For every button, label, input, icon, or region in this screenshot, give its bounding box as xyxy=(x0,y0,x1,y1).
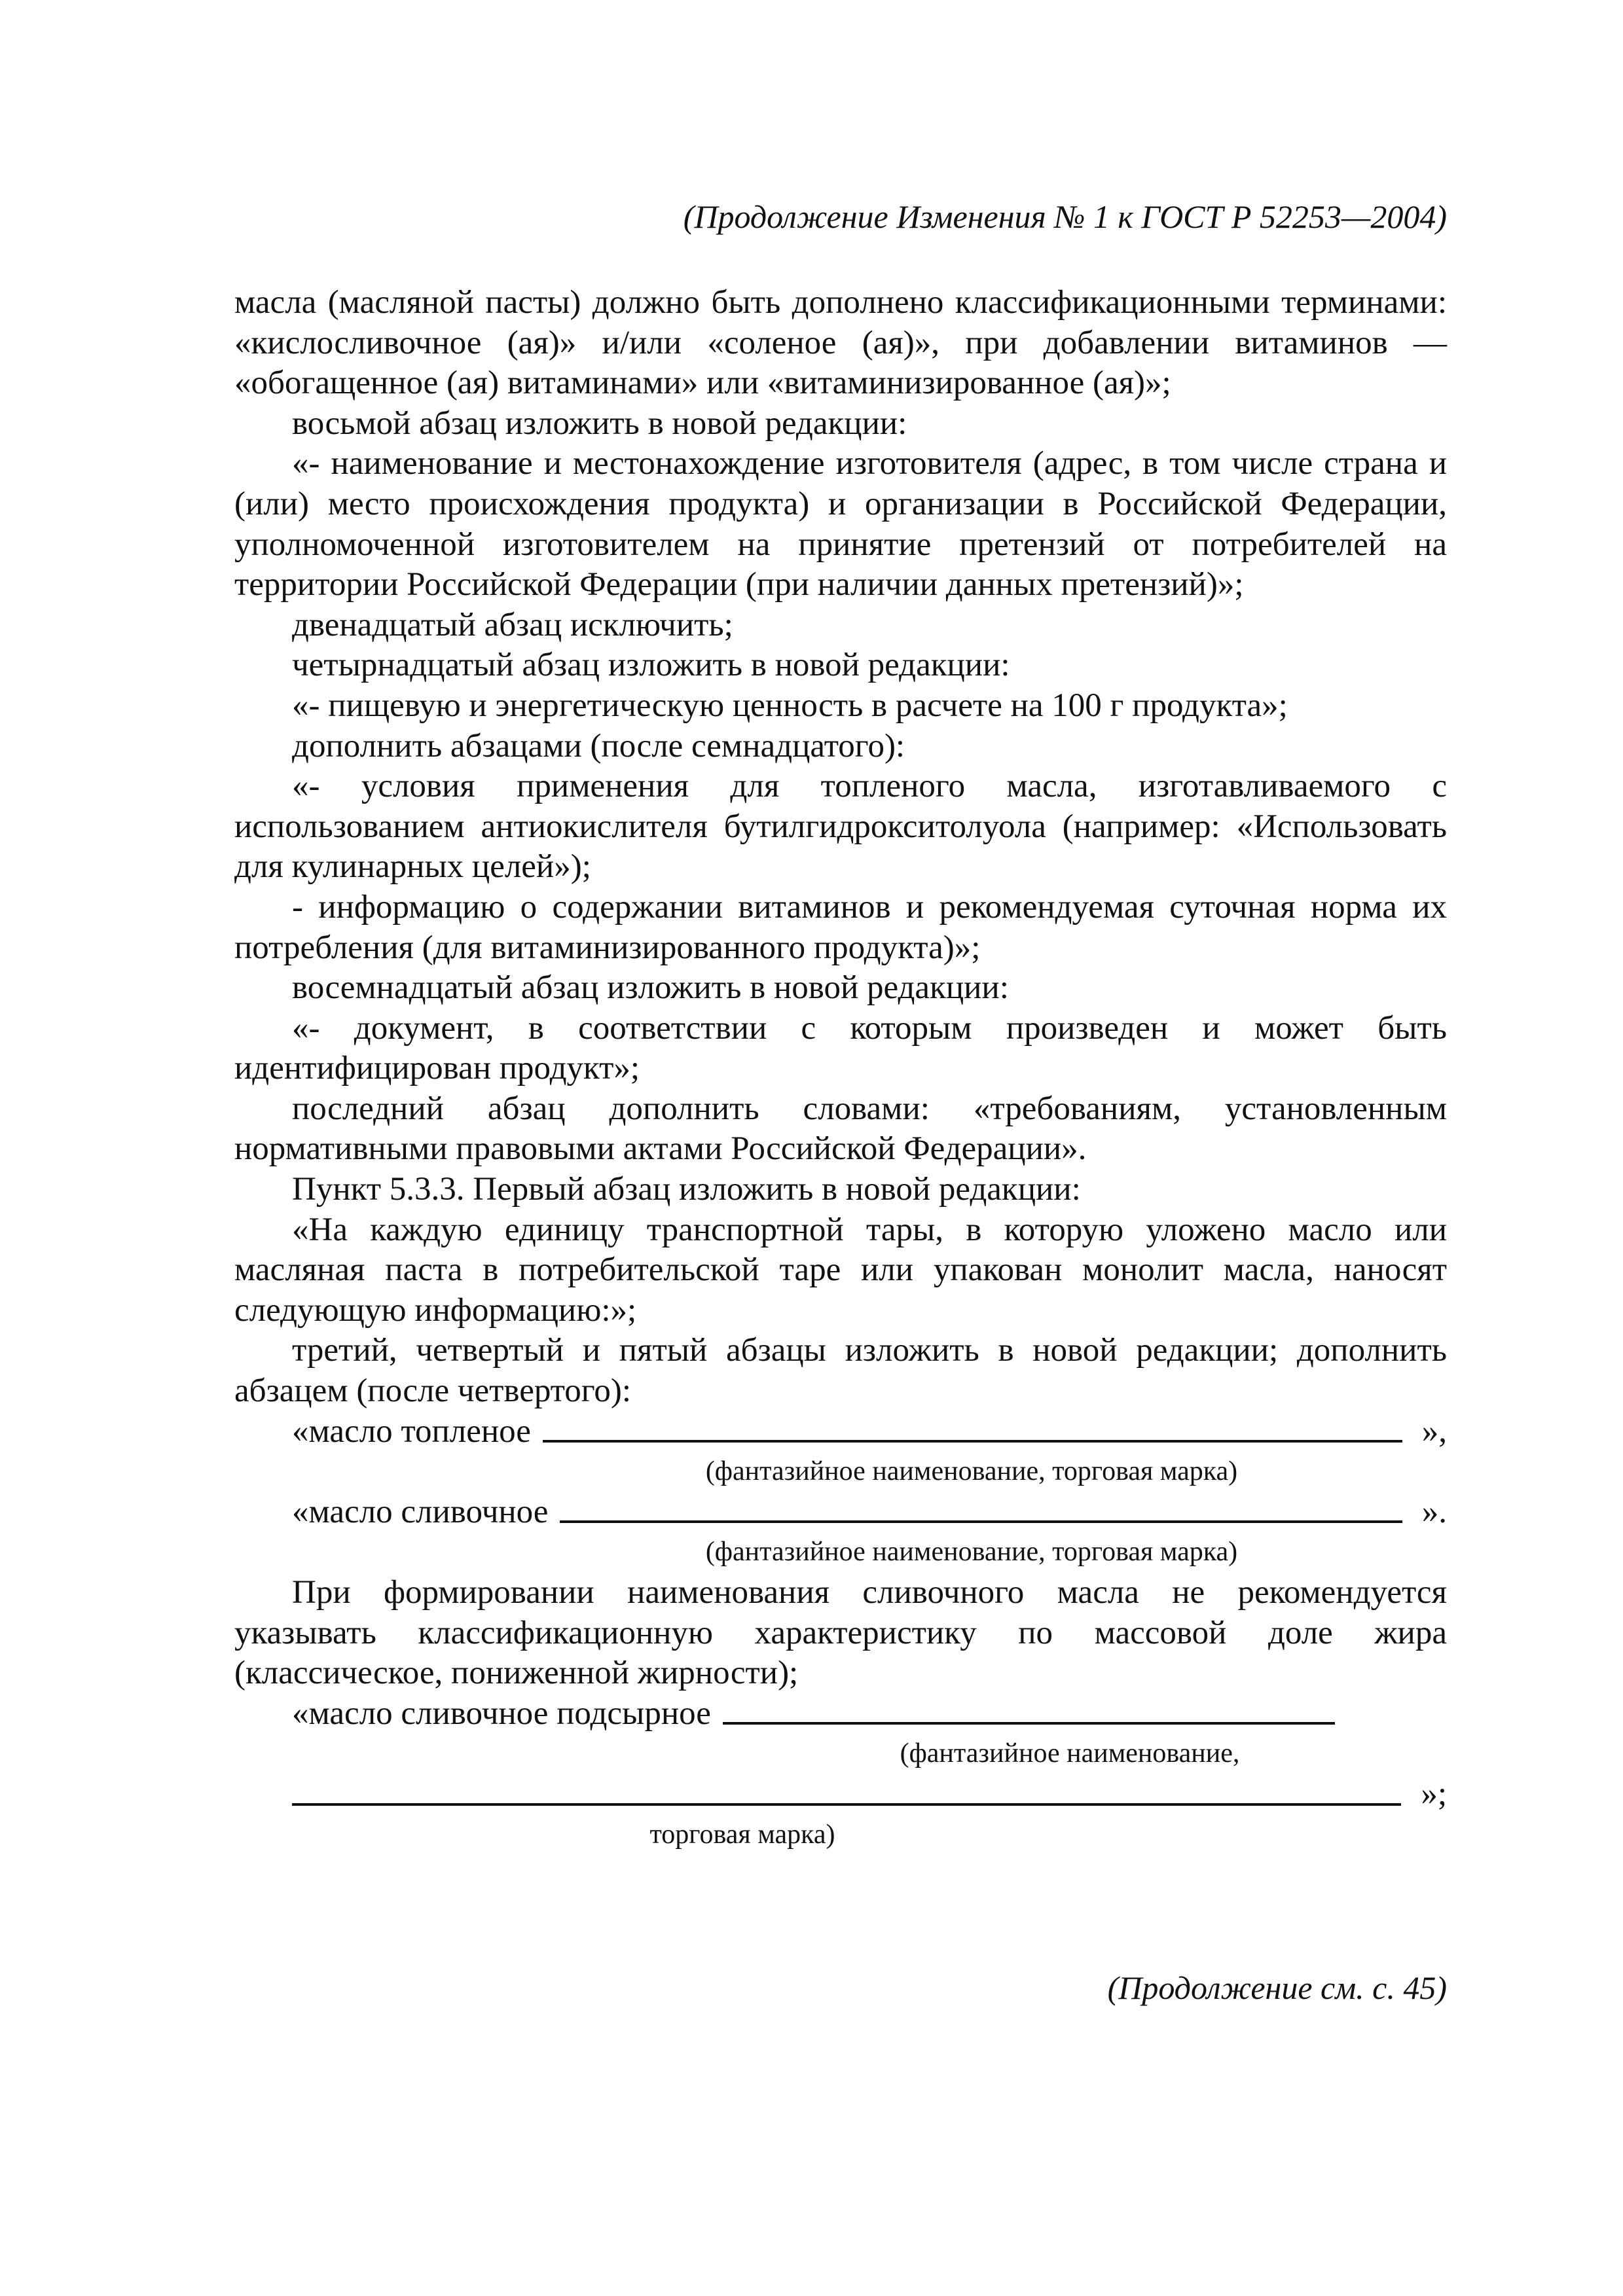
paragraph: масла (масляной пасты) должно быть дополнено классификационными терминами: «кислосливочное (ая)» и/или «соленое (ая)», при добавлении витаминов — «обогащенное (ая) витаминами» или «витаминизированное (ая)»; xyxy=(234,284,1447,402)
paragraph: двенадцатый абзац исключить; xyxy=(292,606,733,643)
fill-caption: торговая марка) xyxy=(649,1819,835,1850)
paragraph: четырнадцатый абзац изложить в новой редакции: xyxy=(292,647,1010,684)
paragraph: дополнить абзацами (после семнадцатого): xyxy=(292,727,905,764)
paragraph: восьмой абзац изложить в новой редакции: xyxy=(292,404,907,442)
document-body xyxy=(234,283,1447,1855)
paragraph: «- наименование и местонахождение изготовителя (адрес, в том числе страна и (или) место происхождения продукта) и организации в Российской Федерации, уполномоченной изготовителем на принятие претензий от потребителей на территории Российской Федерации (при наличии данных претензий)»; xyxy=(234,445,1447,603)
fill-caption: (фантазийное наименование, торговая марка) xyxy=(705,1456,1238,1487)
paragraph: «- условия применения для топленого масла, изготавливаемого с использованием антиокислителя бутилгидрокситолуола (например: «Использовать для кулинарных целей»); xyxy=(234,768,1447,886)
paragraph: Пункт 5.3.3. Первый абзац изложить в новой редакции: xyxy=(292,1171,1081,1208)
fill-end: »; xyxy=(1421,1775,1447,1812)
fill-caption: (фантазийное наименование, торговая марка) xyxy=(705,1537,1238,1568)
blank-line xyxy=(560,1520,1402,1523)
blank-line xyxy=(723,1722,1335,1725)
fill-label: «масло сливочное подсырное xyxy=(292,1695,711,1732)
paragraph: «- документ, в соответствии с которым произведен и может быть идентифицирован продукт»; xyxy=(234,1009,1447,1087)
paragraph: последний абзац дополнить словами: «требованиям, установленным нормативными правовыми актами Российской Федерации». xyxy=(234,1090,1447,1168)
fill-label: «масло топленое xyxy=(292,1412,531,1450)
fill-line-continuation xyxy=(234,1774,1447,1815)
fill-end: ». xyxy=(1421,1493,1447,1530)
fill-end: », xyxy=(1421,1412,1447,1450)
blank-line xyxy=(543,1440,1402,1443)
page-footer: (Продолжение см. с. 45) xyxy=(1107,1969,1447,2006)
fill-label: «масло сливочное xyxy=(292,1493,549,1530)
paragraph: «- пищевую и энергетическую ценность в расчете на 100 г продукта»; xyxy=(292,687,1288,724)
page-header: (Продолжение Изменения № 1 к ГОСТ Р 52253—2004) xyxy=(683,198,1447,235)
fill-line-cheese-butter xyxy=(234,1694,1447,1734)
paragraph: третий, четвертый и пятый абзацы изложить в новой редакции; дополнить абзацем (после четвертого): xyxy=(234,1332,1447,1410)
paragraph: При формировании наименования сливочного масла не рекомендуется указывать классификационную характеристику по массовой доле жира (классическое, пониженной жирности); xyxy=(234,1574,1447,1692)
paragraph: - информацию о содержании витаминов и рекомендуемая суточная норма их потребления (для витаминизированного продукта)»; xyxy=(234,888,1447,966)
paragraph: восемнадцатый абзац изложить в новой редакции: xyxy=(292,969,1009,1007)
paragraph: «На каждую единицу транспортной тары, в которую уложено масло или масляная паста в потребительской таре или упакован монолит масла, наносят следующую информацию:»; xyxy=(234,1211,1447,1329)
fill-caption: (фантазийное наименование, xyxy=(900,1738,1240,1769)
blank-line xyxy=(292,1803,1401,1806)
fill-line-sweet-butter xyxy=(234,1492,1447,1533)
fill-line-melted-butter xyxy=(234,1412,1447,1452)
